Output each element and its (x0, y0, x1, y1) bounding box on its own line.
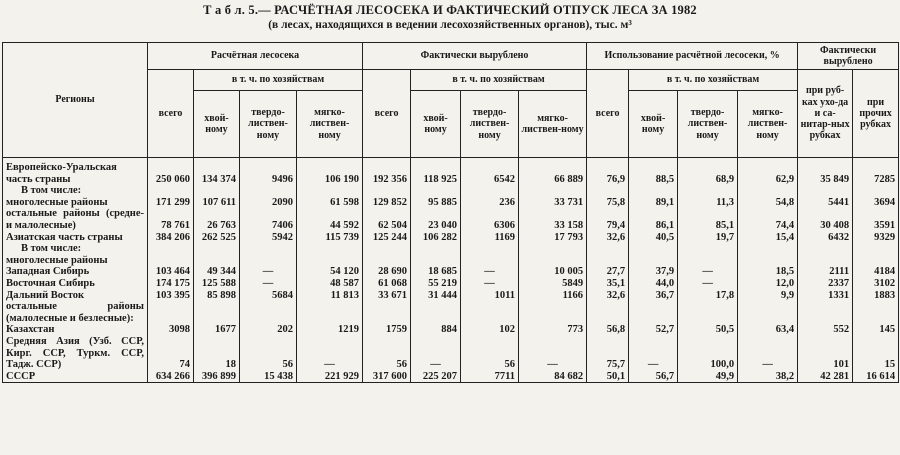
header-actual-cut-by-type: Фактически вырублено (798, 43, 899, 70)
value-cell: 773 (519, 324, 587, 336)
value-cell (629, 301, 678, 324)
value-cell (148, 255, 194, 267)
value-cell: 37,9 (629, 266, 678, 278)
region-label: Дальний Восток (6, 289, 85, 301)
value-cell: 2337 (798, 278, 853, 290)
value-cell (194, 185, 240, 197)
header-coniferous: хвой-ному (194, 91, 240, 158)
value-cell: 76,9 (587, 158, 629, 186)
value-cell: 125 244 (363, 232, 411, 244)
value-cell: 9329 (853, 232, 899, 244)
region-label: В том числе: (21, 243, 82, 255)
region-cell (3, 371, 148, 383)
value-cell (240, 243, 297, 255)
value-cell (297, 301, 363, 324)
value-cell: 3102 (853, 278, 899, 290)
value-cell: 106 190 (297, 158, 363, 186)
region-label: Восточная Сибирь (6, 277, 95, 289)
value-cell: 33 731 (519, 197, 587, 209)
region-cell (3, 185, 148, 197)
value-cell: 6306 (461, 208, 519, 231)
value-cell: 18 685 (411, 266, 461, 278)
header-calculated-cut: Расчётная лесосека (148, 43, 363, 70)
value-cell: 56,7 (629, 371, 678, 383)
value-cell: 11,3 (678, 197, 738, 209)
value-cell: 40,5 (629, 232, 678, 244)
table-row (3, 278, 899, 290)
value-cell: 129 852 (363, 197, 411, 209)
table-row (3, 158, 899, 186)
value-cell (240, 301, 297, 324)
value-cell: 1883 (853, 290, 899, 302)
value-cell (411, 301, 461, 324)
value-cell: 103 464 (148, 266, 194, 278)
value-cell: — (519, 336, 587, 371)
value-cell: 236 (461, 197, 519, 209)
value-cell: — (678, 266, 738, 278)
value-cell: 50,1 (587, 371, 629, 383)
value-cell: 202 (240, 324, 297, 336)
value-cell: 171 299 (148, 197, 194, 209)
value-cell: 30 408 (798, 208, 853, 231)
value-cell (461, 301, 519, 324)
value-cell: 145 (853, 324, 899, 336)
value-cell: 27,7 (587, 266, 629, 278)
value-cell (194, 255, 240, 267)
header-softwood: мягко-листвен-ному (519, 91, 587, 158)
value-cell: 66 889 (519, 158, 587, 186)
value-cell (148, 243, 194, 255)
value-cell: 2090 (240, 197, 297, 209)
value-cell (363, 185, 411, 197)
value-cell: 1219 (297, 324, 363, 336)
value-cell: 5849 (519, 278, 587, 290)
value-cell: 54,8 (738, 197, 798, 209)
region-cell (3, 324, 148, 336)
value-cell: 42 281 (798, 371, 853, 383)
table-row (3, 243, 899, 255)
value-cell: 1759 (363, 324, 411, 336)
value-cell: — (240, 266, 297, 278)
value-cell: — (411, 336, 461, 371)
region-cell (3, 266, 148, 278)
value-cell (363, 243, 411, 255)
table-row (3, 197, 899, 209)
value-cell (148, 185, 194, 197)
region-label: остальные районы (малолесные и безлесные): (6, 301, 144, 324)
value-cell: 6542 (461, 158, 519, 186)
value-cell (738, 255, 798, 267)
value-cell (461, 255, 519, 267)
value-cell: 5942 (240, 232, 297, 244)
region-label: Средняя Азия (Узб. ССР, Кирг. ССР, Туркм. ССР, Тадж. ССР) (6, 335, 144, 371)
value-cell (297, 243, 363, 255)
value-cell: 3098 (148, 324, 194, 336)
value-cell: 56,8 (587, 324, 629, 336)
value-cell: 118 925 (411, 158, 461, 186)
header-care-cut: при руб-ках ухо-да и са-нитар-ных рубках (798, 70, 853, 158)
value-cell (853, 301, 899, 324)
region-cell (3, 278, 148, 290)
value-cell: 28 690 (363, 266, 411, 278)
header-hardwood: твердо-листвен-ному (461, 91, 519, 158)
region-cell (3, 255, 148, 267)
value-cell: 125 588 (194, 278, 240, 290)
region-cell (3, 290, 148, 302)
value-cell: 15 438 (240, 371, 297, 383)
region-label: Казахстан (6, 324, 55, 336)
value-cell: 103 395 (148, 290, 194, 302)
value-cell: 225 207 (411, 371, 461, 383)
value-cell (678, 301, 738, 324)
header-actual-cut: Фактически вырублено (363, 43, 587, 70)
table-row (3, 371, 899, 383)
header-usage-percent: Использование расчётной лесосеки, % (587, 43, 798, 70)
value-cell: 12,0 (738, 278, 798, 290)
table-row (3, 336, 899, 371)
value-cell: 15 (853, 336, 899, 371)
value-cell: 36,7 (629, 290, 678, 302)
table-row (3, 266, 899, 278)
header-incl-farms: в т. ч. по хозяйствам (629, 70, 798, 91)
value-cell: 17 793 (519, 232, 587, 244)
region-cell (3, 336, 148, 371)
value-cell: 26 763 (194, 208, 240, 231)
value-cell: — (738, 336, 798, 371)
value-cell: 221 929 (297, 371, 363, 383)
value-cell: 52,7 (629, 324, 678, 336)
value-cell: 84 682 (519, 371, 587, 383)
value-cell: 884 (411, 324, 461, 336)
region-label: Западная Сибирь (6, 266, 90, 278)
value-cell: — (629, 336, 678, 371)
value-cell: 115 739 (297, 232, 363, 244)
value-cell (297, 185, 363, 197)
value-cell: 85,1 (678, 208, 738, 231)
value-cell: 63,4 (738, 324, 798, 336)
value-cell: 7711 (461, 371, 519, 383)
table-row (3, 185, 899, 197)
value-cell: 552 (798, 324, 853, 336)
value-cell: 55 219 (411, 278, 461, 290)
value-cell: 88,5 (629, 158, 678, 186)
value-cell: 32,6 (587, 290, 629, 302)
region-label: Азиатская часть страны (6, 231, 123, 243)
region-label: многолесные районы (6, 196, 108, 208)
value-cell: 9496 (240, 158, 297, 186)
value-cell: 7406 (240, 208, 297, 231)
value-cell: 86,1 (629, 208, 678, 231)
value-cell: 262 525 (194, 232, 240, 244)
value-cell: 19,7 (678, 232, 738, 244)
header-total: всего (363, 70, 411, 158)
value-cell: 56 (363, 336, 411, 371)
value-cell: 56 (461, 336, 519, 371)
region-cell (3, 243, 148, 255)
value-cell: 18 (194, 336, 240, 371)
table-row (3, 208, 899, 231)
value-cell: 68,9 (678, 158, 738, 186)
value-cell: 18,5 (738, 266, 798, 278)
value-cell: — (297, 336, 363, 371)
forest-table (2, 42, 899, 383)
region-label: Европейско-Уральская часть страны (6, 162, 117, 185)
value-cell: 10 005 (519, 266, 587, 278)
value-cell: 102 (461, 324, 519, 336)
region-cell (3, 158, 148, 186)
value-cell: 75,8 (587, 197, 629, 209)
value-cell: 11 813 (297, 290, 363, 302)
value-cell: 61 598 (297, 197, 363, 209)
value-cell: 95 885 (411, 197, 461, 209)
table-row (3, 290, 899, 302)
value-cell: 192 356 (363, 158, 411, 186)
value-cell: 1169 (461, 232, 519, 244)
value-cell: 74,4 (738, 208, 798, 231)
value-cell (519, 301, 587, 324)
header-coniferous: хвой-ному (411, 91, 461, 158)
value-cell: 634 266 (148, 371, 194, 383)
value-cell (629, 255, 678, 267)
value-cell: 3694 (853, 197, 899, 209)
value-cell: 33 158 (519, 208, 587, 231)
value-cell: 16 614 (853, 371, 899, 383)
value-cell: 38,2 (738, 371, 798, 383)
value-cell: 1166 (519, 290, 587, 302)
header-other-cut: при прочих рубках (853, 70, 899, 158)
value-cell: 62,9 (738, 158, 798, 186)
value-cell: 79,4 (587, 208, 629, 231)
table-subtitle: (в лесах, находящихся в ведении лесохозяйственных органов), тыс. м³ (268, 19, 632, 31)
region-cell (3, 197, 148, 209)
header-total: всего (587, 70, 629, 158)
value-cell: 85 898 (194, 290, 240, 302)
header-incl-farms: в т. ч. по хозяйствам (194, 70, 363, 91)
value-cell: 7285 (853, 158, 899, 186)
value-cell: 33 671 (363, 290, 411, 302)
region-cell (3, 301, 148, 324)
table-row (3, 301, 899, 324)
value-cell (297, 255, 363, 267)
value-cell: — (240, 278, 297, 290)
value-cell (853, 255, 899, 267)
value-cell (678, 243, 738, 255)
value-cell (629, 243, 678, 255)
value-cell: 1011 (461, 290, 519, 302)
value-cell: 89,1 (629, 197, 678, 209)
value-cell: 35 849 (798, 158, 853, 186)
region-label: СССР (6, 370, 36, 382)
value-cell (194, 243, 240, 255)
value-cell (853, 185, 899, 197)
value-cell (798, 255, 853, 267)
value-cell (240, 185, 297, 197)
value-cell: 5441 (798, 197, 853, 209)
value-cell: 1331 (798, 290, 853, 302)
value-cell: 1677 (194, 324, 240, 336)
value-cell (798, 185, 853, 197)
value-cell (587, 243, 629, 255)
value-cell (461, 185, 519, 197)
header-regions: Регионы (3, 43, 148, 158)
header-incl-farms: в т. ч. по хозяйствам (411, 70, 587, 91)
value-cell: 75,7 (587, 336, 629, 371)
value-cell: 62 504 (363, 208, 411, 231)
value-cell: 74 (148, 336, 194, 371)
value-cell (411, 243, 461, 255)
value-cell: 6432 (798, 232, 853, 244)
value-cell (738, 243, 798, 255)
value-cell: 44 592 (297, 208, 363, 231)
value-cell (678, 185, 738, 197)
header-total: всего (148, 70, 194, 158)
value-cell (738, 185, 798, 197)
header-coniferous: хвой-ному (629, 91, 678, 158)
value-cell (587, 301, 629, 324)
region-label: В том числе: (21, 185, 82, 197)
value-cell: 134 374 (194, 158, 240, 186)
value-cell: 250 060 (148, 158, 194, 186)
value-cell: 32,6 (587, 232, 629, 244)
value-cell (629, 185, 678, 197)
value-cell (678, 255, 738, 267)
value-cell: 48 587 (297, 278, 363, 290)
value-cell: — (678, 278, 738, 290)
value-cell: 317 600 (363, 371, 411, 383)
value-cell: 9,9 (738, 290, 798, 302)
header-softwood: мягко-листвен-ному (738, 91, 798, 158)
value-cell: 174 175 (148, 278, 194, 290)
value-cell: 15,4 (738, 232, 798, 244)
value-cell: 44,0 (629, 278, 678, 290)
value-cell: 3591 (853, 208, 899, 231)
value-cell (587, 255, 629, 267)
header-softwood: мягко-листвен-ному (297, 91, 363, 158)
value-cell: 31 444 (411, 290, 461, 302)
value-cell (587, 185, 629, 197)
value-cell (411, 255, 461, 267)
header-hardwood: твердо-листвен-ному (678, 91, 738, 158)
value-cell (411, 185, 461, 197)
value-cell: — (461, 278, 519, 290)
value-cell: 23 040 (411, 208, 461, 231)
value-cell (240, 255, 297, 267)
table-body (3, 158, 899, 383)
value-cell: 56 (240, 336, 297, 371)
value-cell (461, 243, 519, 255)
value-cell: 50,5 (678, 324, 738, 336)
region-cell (3, 208, 148, 231)
header-hardwood: твердо-листвен-ному (240, 91, 297, 158)
value-cell: 61 068 (363, 278, 411, 290)
value-cell (519, 185, 587, 197)
value-cell (798, 243, 853, 255)
value-cell: 17,8 (678, 290, 738, 302)
value-cell: 5684 (240, 290, 297, 302)
table-title: Т а б л. 5.— РАСЧЁТНАЯ ЛЕСОСЕКА И ФАКТИЧЕСКИЙ ОТПУСК ЛЕСА ЗА 1982 (203, 3, 697, 17)
table-row (3, 324, 899, 336)
value-cell (519, 255, 587, 267)
table-row (3, 255, 899, 267)
value-cell (148, 301, 194, 324)
value-cell: — (461, 266, 519, 278)
region-label: многолесные районы (6, 254, 108, 266)
value-cell: 106 282 (411, 232, 461, 244)
value-cell: 100,0 (678, 336, 738, 371)
region-label: остальные районы (средне- и малолесные) (6, 208, 144, 231)
value-cell (363, 301, 411, 324)
value-cell: 54 120 (297, 266, 363, 278)
table-row (3, 232, 899, 244)
value-cell: 384 206 (148, 232, 194, 244)
value-cell: 35,1 (587, 278, 629, 290)
value-cell (194, 301, 240, 324)
value-cell: 78 761 (148, 208, 194, 231)
value-cell: 49,9 (678, 371, 738, 383)
value-cell (519, 243, 587, 255)
region-cell (3, 232, 148, 244)
value-cell: 107 611 (194, 197, 240, 209)
value-cell: 101 (798, 336, 853, 371)
value-cell: 49 344 (194, 266, 240, 278)
value-cell (738, 301, 798, 324)
value-cell: 396 899 (194, 371, 240, 383)
value-cell: 4184 (853, 266, 899, 278)
value-cell: 2111 (798, 266, 853, 278)
value-cell (363, 255, 411, 267)
value-cell (798, 301, 853, 324)
value-cell (853, 243, 899, 255)
